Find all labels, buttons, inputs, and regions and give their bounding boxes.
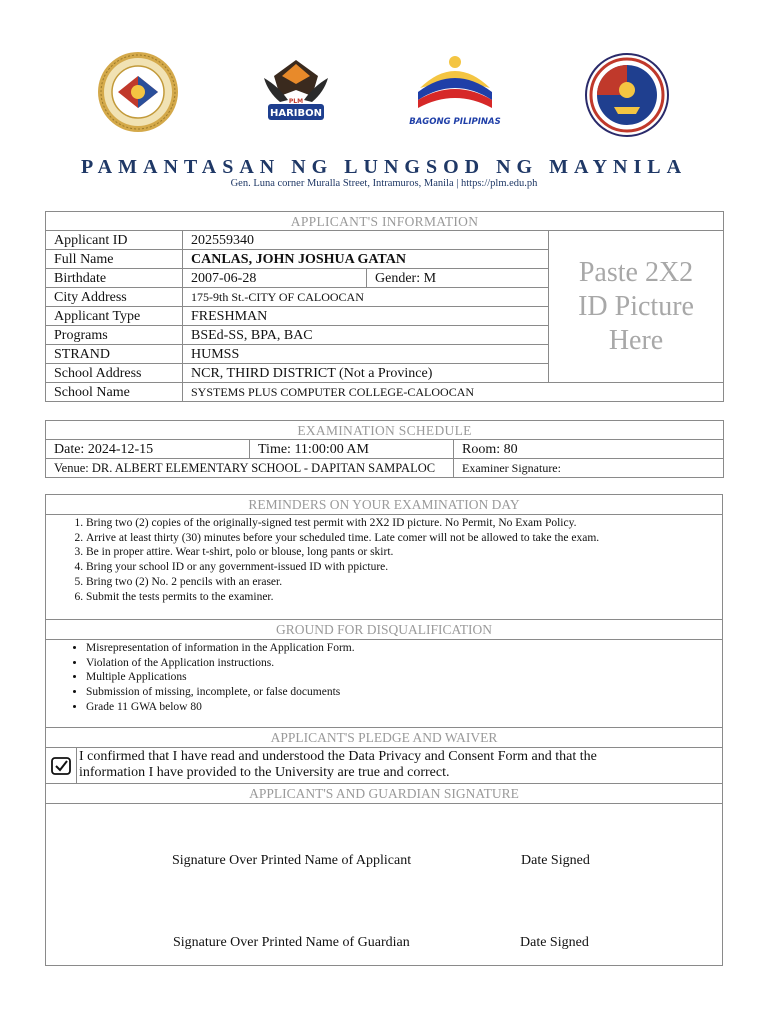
pledge-row: [46, 748, 722, 784]
university-name: PAMANTASAN NG LUNGSOD NG MAYNILA: [80, 156, 688, 178]
applicant-info-header: APPLICANT'S INFORMATION: [46, 212, 724, 231]
lungsod-ng-maynila-seal-icon: [584, 52, 670, 138]
disqualification-list: [46, 641, 722, 715]
bagong-pilipinas-text: BAGONG PILIPINAS: [409, 117, 501, 127]
full-name-value: CANLAS, JOHN JOSHUA GATAN: [183, 250, 549, 269]
list-item: 2. Arrive at least thirty (30) minutes before your scheduled time. Late comer will not be allowed to take the exam.: [86, 531, 722, 546]
strand-value: HUMSS: [183, 345, 549, 364]
applicant-id-value: 202559340: [183, 231, 549, 250]
applicant-id-label: Applicant ID: [46, 231, 183, 250]
list-item: 1. Bring two (2) copies of the originally-signed test permit with 2X2 ID picture. No Permit, No Exam Policy.: [86, 516, 722, 531]
university-address: Gen. Luna corner Muralla Street, Intramuros, Manila | https://plm.edu.ph: [230, 178, 538, 189]
list-item: • Misrepresentation of information in the Application Form.: [86, 641, 722, 656]
school-name-label: School Name: [46, 383, 183, 402]
list-item: • Submission of missing, incomplete, or false documents: [86, 685, 722, 700]
birthdate-label: Birthdate: [46, 269, 183, 288]
list-item: • Multiple Applications: [86, 670, 722, 685]
list-item: 6. Submit the tests permits to the examiner.: [86, 590, 722, 605]
exam-schedule-header: EXAMINATION SCHEDULE: [46, 421, 724, 440]
pledge-checkbox[interactable]: [46, 748, 77, 783]
pledge-line-1: I confirmed that I have read and understood the Data Privacy and Consent Form and that the: [79, 749, 597, 764]
reminders-list-container: [46, 515, 722, 619]
exam-room: Room: 80: [454, 440, 724, 459]
city-address-label: City Address: [46, 288, 183, 307]
haribon-top-text: PLM: [288, 98, 304, 105]
school-address-value: NCR, THIRD DISTRICT (Not a Province): [183, 364, 549, 383]
list-item: • Grade 11 GWA below 80: [86, 700, 722, 715]
list-item: • Violation of the Application instructions.: [86, 656, 722, 671]
list-item: 4. Bring your school ID or any government-issued ID with ppicture.: [86, 560, 722, 575]
disqualification-list-container: [46, 640, 722, 727]
applicant-type-label: Applicant Type: [46, 307, 183, 326]
applicant-type-value: FRESHMAN: [183, 307, 549, 326]
photo-placeholder-line-3: Here: [608, 324, 664, 356]
haribon-text: HARIBON: [269, 108, 323, 119]
applicant-date-signed-label: Date Signed: [521, 853, 590, 868]
exam-venue: [46, 459, 454, 478]
guardian-signature-label: Signature Over Printed Name of Guardian: [173, 935, 410, 950]
plm-haribon-icon: [258, 56, 334, 128]
exam-venue-label: Venue:: [54, 460, 89, 475]
pledge-text: [77, 748, 597, 783]
pledge-line-2: information I have provided to the University are true and correct.: [79, 765, 450, 780]
school-name-value: SYSTEMS PLUS COMPUTER COLLEGE-CALOOCAN: [183, 383, 724, 402]
exam-schedule-table: [45, 420, 724, 478]
gender-value: Gender: M: [367, 269, 549, 288]
strand-label: STRAND: [46, 345, 183, 364]
signature-header: APPLICANT'S AND GUARDIAN SIGNATURE: [46, 784, 722, 804]
birthdate-value: 2007-06-28: [183, 269, 367, 288]
photo-placeholder-line-1: Paste 2X2: [578, 256, 694, 288]
reminders-list: [46, 516, 722, 604]
school-address-label: School Address: [46, 364, 183, 383]
reminders-header: REMINDERS ON YOUR EXAMINATION DAY: [46, 495, 722, 515]
applicant-signature-label: Signature Over Printed Name of Applicant: [172, 853, 412, 868]
list-item: 5. Bring two (2) No. 2 pencils with an eraser.: [86, 575, 722, 590]
pledge-header: APPLICANT'S PLEDGE AND WAIVER: [46, 727, 722, 748]
reminders-box: [45, 494, 723, 966]
exam-date: Date: 2024-12-15: [46, 440, 250, 459]
logo-strip: [0, 48, 768, 136]
plm-seal-icon: [96, 50, 180, 134]
disqualification-header: GROUND FOR DISQUALIFICATION: [46, 619, 722, 640]
photo-placeholder-line-2: ID Picture: [578, 290, 694, 322]
guardian-date-signed-label: Date Signed: [520, 935, 589, 950]
bagong-pilipinas-icon: [400, 48, 510, 128]
checkbox-checked-icon: [51, 757, 71, 775]
photo-placeholder: [549, 231, 724, 383]
full-name-label: Full Name: [46, 250, 183, 269]
exam-venue-value: DR. ALBERT ELEMENTARY SCHOOL - DAPITAN SAMPALOC: [91, 460, 436, 475]
examiner-signature: Examiner Signature:: [454, 459, 724, 478]
programs-value: BSEd-SS, BPA, BAC: [183, 326, 549, 345]
list-item: 3. Be in proper attire. Wear t-shirt, polo or blouse, long pants or skirt.: [86, 545, 722, 560]
applicant-info-table: [45, 211, 724, 402]
signature-area: [46, 804, 722, 970]
exam-time: Time: 11:00:00 AM: [250, 440, 454, 459]
city-address-value: 175-9th St.-CITY OF CALOOCAN: [183, 288, 549, 307]
programs-label: Programs: [46, 326, 183, 345]
